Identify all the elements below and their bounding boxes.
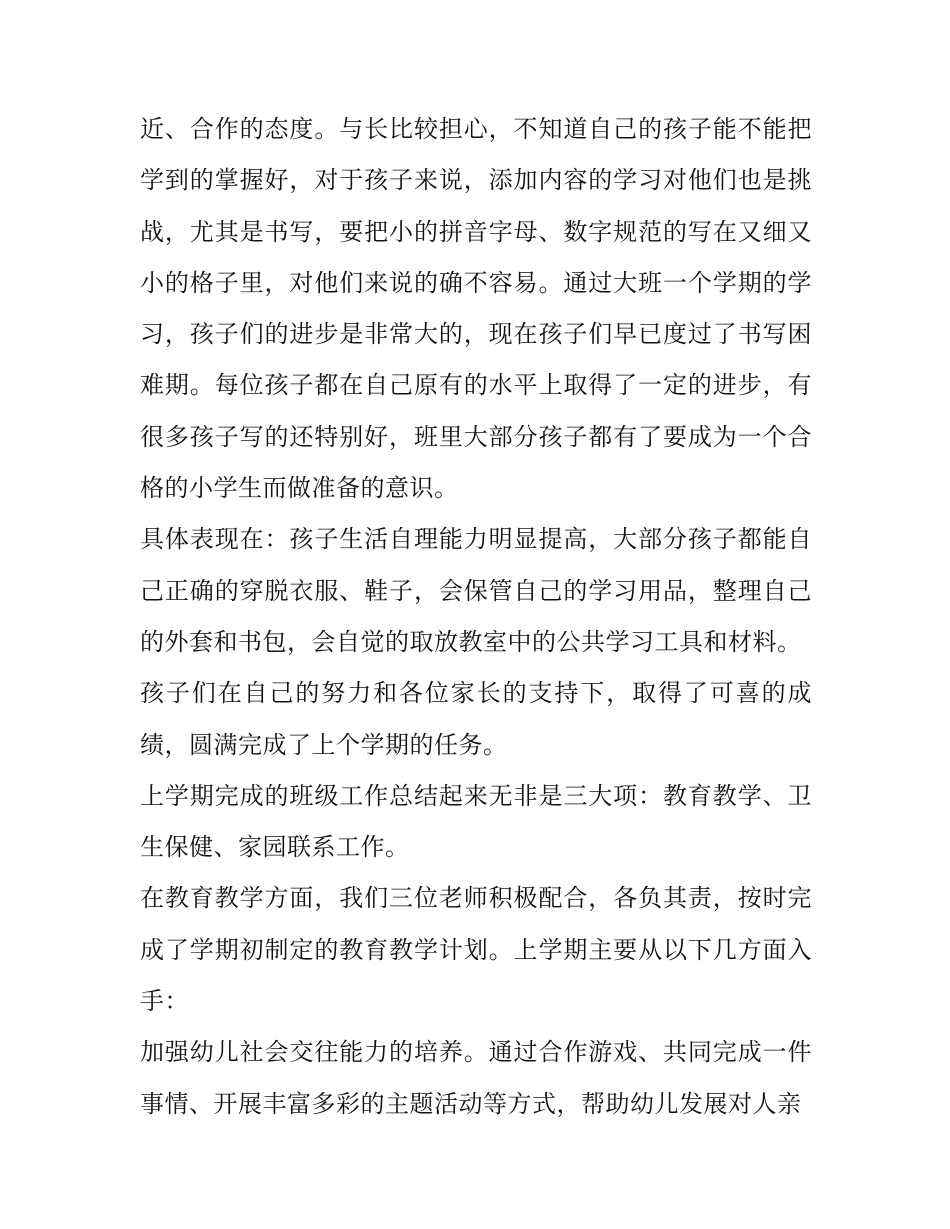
document-body bbox=[140, 104, 812, 1130]
paragraph-1: 近、合作的态度。与长比较担心，不知道自己的孩子能不能把学到的掌握好，对于孩子来说，添加内容的学习对他们也是挑战，尤其是书写，要把小的拼音字母、数字规范的写在又细又小的格子里，对他们来说的确不容易。通过大班一个学期的学习，孩子们的进步是非常大的，现在孩子们早已度过了书写困难期。每位孩子都在自己原有的水平上取得了一定的进步，有很多孩子写的还特别好，班里大部分孩子都有了要成为一个合格的小学生而做准备的意识。 bbox=[140, 115, 812, 503]
paragraph-4: 上学期完成的班级工作总结起来无非是三大项：教育教学、卫生保健、家园联系工作。 bbox=[140, 781, 812, 862]
paragraph-2: 具体表现在：孩子生活自理能力明显提高，大部分孩子都能自己正确的穿脱衣服、鞋子，会保管自己的学习用品，整理自己的外套和书包，会自觉的取放教室中的公共学习工具和材料。 bbox=[140, 525, 812, 656]
paragraph-5: 在教育教学方面，我们三位老师积极配合，各负其责，按时完成了学期初制定的教育教学计划。上学期主要从以下几方面入手： bbox=[140, 884, 812, 1016]
paragraph-3: 孩子们在自己的努力和各位家长的支持下，取得了可喜的成绩，圆满完成了上个学期的任务。 bbox=[140, 679, 812, 759]
paragraph-6: 加强幼儿社会交往能力的培养。通过合作游戏、共同完成一件事情、开展丰富多彩的主题活动等方式，帮助幼儿发展对人亲 bbox=[140, 1038, 812, 1118]
